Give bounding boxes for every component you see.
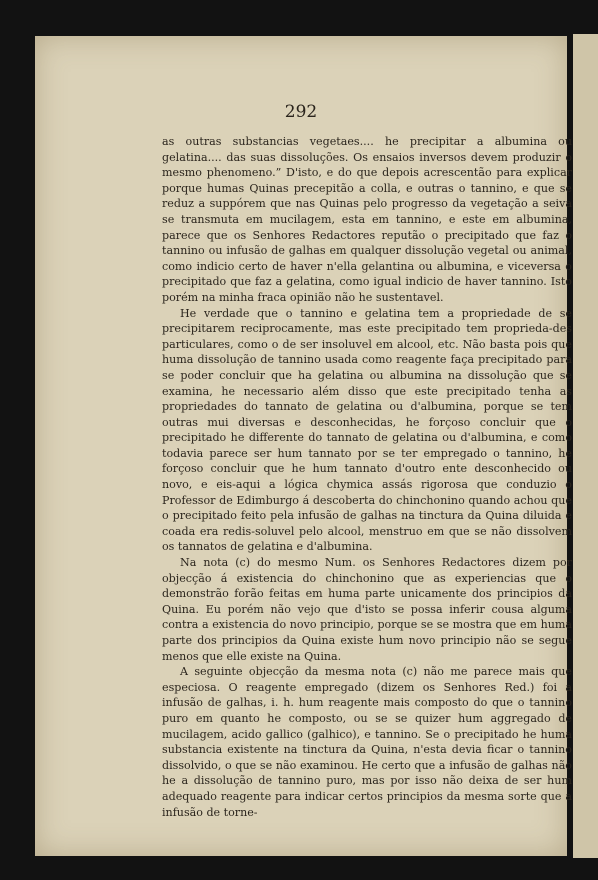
book-page <box>35 36 572 856</box>
page-number: 292 <box>284 102 318 122</box>
paragraph: as outras substancias vegetaes.... he precipitar a albumina ou gelatina.... das suas dissoluções. Os ensaios inversos devem produzir o mesmo phenomeno.” D'isto, e do que depois acrescentão para explicar porque humas Quinas precepitão a colla, e outras o tannino, e que se reduz a suppórem que nas Quinas pelo progresso da vegetação a seiva se transmuta em mucilagem, esta em tannino, e este em albumina, parece que os Senhores Redactores reputão o precipitado que faz o tannino ou infusão de galhas em qualquer dissolução vegetal ou animal, como indicio certo de haver n'ella gelantina ou albumina, e viceversa o precipitado que faz a gelatina, como igual indicio de haver tannino. Isto porém na minha fraca opinião não he sustentavel. <box>162 135 572 304</box>
body-text <box>162 134 572 820</box>
paragraph: He verdade que o tannino e gelatina tem a propriedade de se precipitarem reciprocamente, mas este precipitado tem proprieda-des particulares, como o de ser insoluvel em alcool, etc. Não basta pois que huma dissolução de tannino usada como reagente faça precipitado para se poder concluir que ha gelatina ou albumina na dissolução que se examina, he necessario além disso que este precipitado tenha as propriedades do tannato de gelatina ou d'albumina, porque se tem outras mui diversas e desconhecidas, he forçoso concluir que o precipitado he differente do tannato de gelatina ou d'albumina, e como todavia parece ser hum tannato por se ter empregado o tannino, he forçoso concluir que he hum tannato d'outro ente desconhecido ou novo, e eis-aqui a lógica chymica assás rigorosa que conduzio o Professor de Edimburgo á descoberta do chinchonino quando achou que o precipitado feito pela infusão de galhas na tinctura da Quina diluida e coada era redis-soluvel pelo alcool, menstruo em que se não dissolvem os tannatos de gelatina e d'albumina. <box>162 306 572 554</box>
paragraph: Na nota (c) do mesmo Num. os Senhores Redactores dizem por objecção á existencia do chinchonino que as experiencias que o demonstrão forão feitas em huma parte unicamente dos principios da Quina. Eu porém não vejo que d'isto se possa inferir cousa alguma contra a existencia do novo principio, porque se se mostra que em huma parte dos principios da Quina existe hum novo principio não se segue menos que elle existe na Quina. <box>162 556 572 663</box>
paragraph: A seguinte objecção da mesma nota (c) não me parece mais que especiosa. O reagente empregado (dizem os Senhores Red.) foi a infusão de galhas, i. h. hum reagente mais composto do que o tannino puro em quanto he composto, ou se se quizer hum aggregado de mucilagem, acido gallico (galhico), e tannino. Se o precipitado he huma substancia existente na tinctura da Quina, n'esta devia ficar o tannino dissolvido, o que se não examinou. He certo que a infusão de galhas não he a dissolução de tannino puro, mas por isso não deixa de ser hum adequado reagente para indicar certos principios da mesma sorte que a infusão de torne- <box>162 665 572 819</box>
next-page-edge <box>573 34 598 858</box>
